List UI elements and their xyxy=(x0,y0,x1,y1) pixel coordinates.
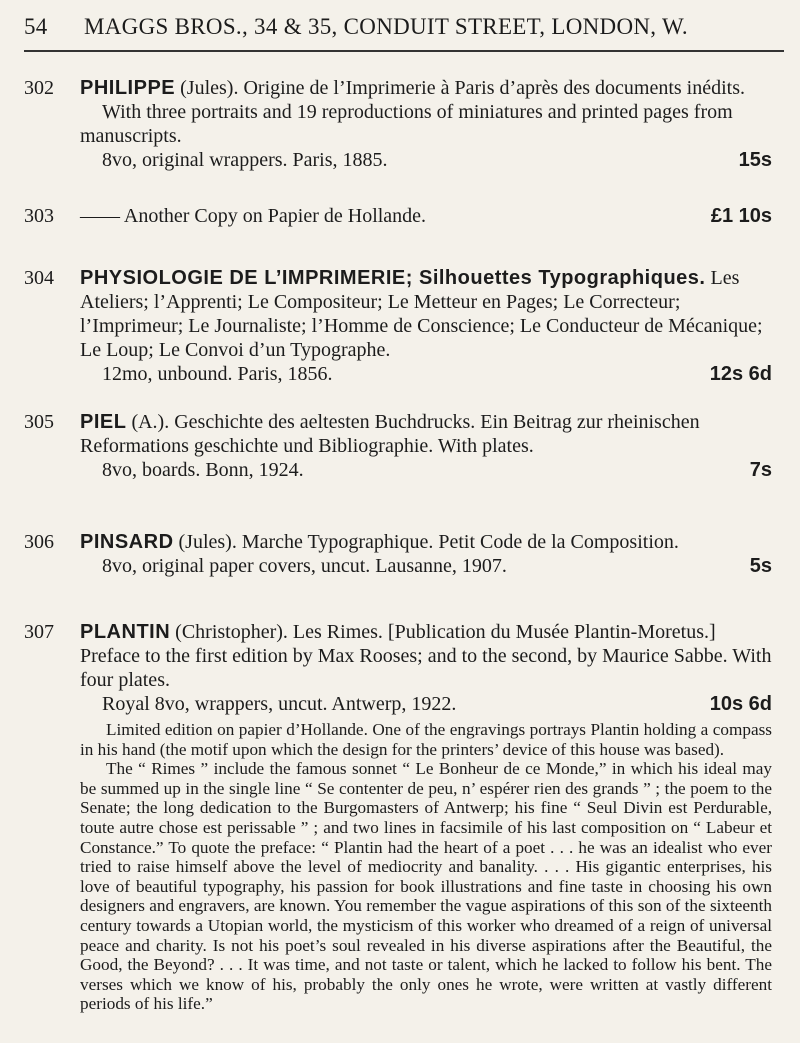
author-name: PLANTIN xyxy=(80,621,171,643)
author-name: PHYSIOLOGIE DE L’IMPRIMERIE; Silhouettes Typographiques. xyxy=(80,267,706,289)
entry-number: 304 xyxy=(24,267,54,289)
catalogue-entry xyxy=(24,204,772,228)
entry-format-line xyxy=(80,692,772,716)
author-name: PIEL xyxy=(80,411,127,433)
entry-format: Royal 8vo, wrappers, uncut. Antwerp, 1922. xyxy=(102,693,457,715)
entry-format-line xyxy=(80,554,772,578)
entry-price: £1 10s xyxy=(710,205,772,227)
entry-format: 8vo, boards. Bonn, 1924. xyxy=(102,459,304,481)
entry-title xyxy=(80,410,772,458)
entry-number: 302 xyxy=(24,77,54,99)
entry-note: With three portraits and 19 reproductions of miniatures and printed pages from manuscripts. xyxy=(80,101,733,147)
entry-format-line xyxy=(80,148,772,172)
entry-format-line xyxy=(80,362,772,386)
entry-number: 306 xyxy=(24,531,54,553)
author-name: PHILIPPE xyxy=(80,77,176,99)
entry-title xyxy=(80,76,772,100)
entry-title xyxy=(80,530,772,554)
catalogue-entry xyxy=(24,76,772,172)
entry-price: 15s xyxy=(738,149,772,171)
entry-format: 8vo, original paper covers, uncut. Lausanne, 1907. xyxy=(102,555,507,577)
catalogue-entry xyxy=(24,620,772,1014)
entry-description: The “ Rimes ” include the famous sonnet “ Le Bonheur de ce Monde,” in which his ideal may be summed up in the single line “ Se contenter de peu, n’ espérer rien des grands ” ; the poem to the Senate; the long dedication to the Burgomasters of Antwerp; his fine “ Seul Divin est Perdurable, toute autre chose est perissable ” ; and two lines in facsimile of his last composition on “ Labeur et Constance.” To quote the preface: “ Plantin had the heart of a poet . . . he was an idealist who ever tried to raise himself above the level of mediocrity and banality. . . . His gigantic enterprises, his love of beautiful typography, his passion for book illustrations and fine taste in choosing his own designers and engravers, are known. You remember the vague aspirations of this son of the sixteenth century towards a Utopian world, the mysticism of this worker who dreamed of a reign of universal peace and charity. Is not his poet’s soul revealed in his diverse aspirations after the Beautiful, the Good, the Beyond? . . . It was time, and not taste or talent, which he lacked to follow his bent. The verses which we know of his, probably the only ones he wrote, were written at vastly different periods of his life.” xyxy=(80,759,772,1014)
header-rule xyxy=(24,50,784,52)
title-text: (Jules). Origine de l’Imprimerie à Paris d’après des documents inédits. xyxy=(175,77,745,99)
title-text: (A.). Geschichte des aeltesten Buchdrucks. Ein Beitrag zur rheinischen Reformations geschichte und Bibliographie. With plates. xyxy=(80,411,700,457)
catalogue-entry xyxy=(24,530,772,578)
title-text: Les Ateliers; l’Apprenti; Le Compositeur; Le Metteur en Pages; Le Correcteur; l’Imprimeur; Le Journaliste; l’Homme de Conscience; Le Conducteur de Mécanique; Le Loup; Le Convoi d’un Typographe. xyxy=(80,267,763,361)
entry-format-line xyxy=(80,458,772,482)
entry-format: 8vo, original wrappers. Paris, 1885. xyxy=(102,149,388,171)
catalogue-entry xyxy=(24,410,772,482)
entry-number: 307 xyxy=(24,621,54,643)
entry-title xyxy=(80,266,772,362)
entry-title xyxy=(80,620,772,692)
page-number: 54 xyxy=(24,14,48,39)
entry-format: 12mo, unbound. Paris, 1856. xyxy=(102,363,333,385)
publisher-line: MAGGS BROS., 34 & 35, CONDUIT STREET, LONDON, W. xyxy=(84,14,688,39)
title-text: (Jules). Marche Typographique. Petit Code de la Composition. xyxy=(173,531,679,553)
entry-price: 5s xyxy=(749,555,772,577)
entry-price: 7s xyxy=(749,459,772,481)
catalogue-entry xyxy=(24,266,772,386)
entry-format-line xyxy=(80,204,772,228)
running-header xyxy=(24,14,784,40)
entry-description: Limited edition on papier d’Hollande. One of the engravings portrays Plantin holding a compass in his hand (the motif upon which the design for the printers’ device of this house was based). xyxy=(80,720,772,759)
author-name: PINSARD xyxy=(80,531,174,553)
entry-number: 303 xyxy=(24,205,54,227)
title-text: —— Another Copy on Papier de Hollande. xyxy=(80,205,427,227)
entry-price: 10s 6d xyxy=(709,693,772,715)
entry-number: 305 xyxy=(24,411,54,433)
title-text: (Christopher). Les Rimes. [Publication du Musée Plantin-Moretus.] Preface to the first edition by Max Rooses; and to the second, by Maurice Sabbe. With four plates. xyxy=(80,621,772,691)
entry-price: 12s 6d xyxy=(709,363,772,385)
